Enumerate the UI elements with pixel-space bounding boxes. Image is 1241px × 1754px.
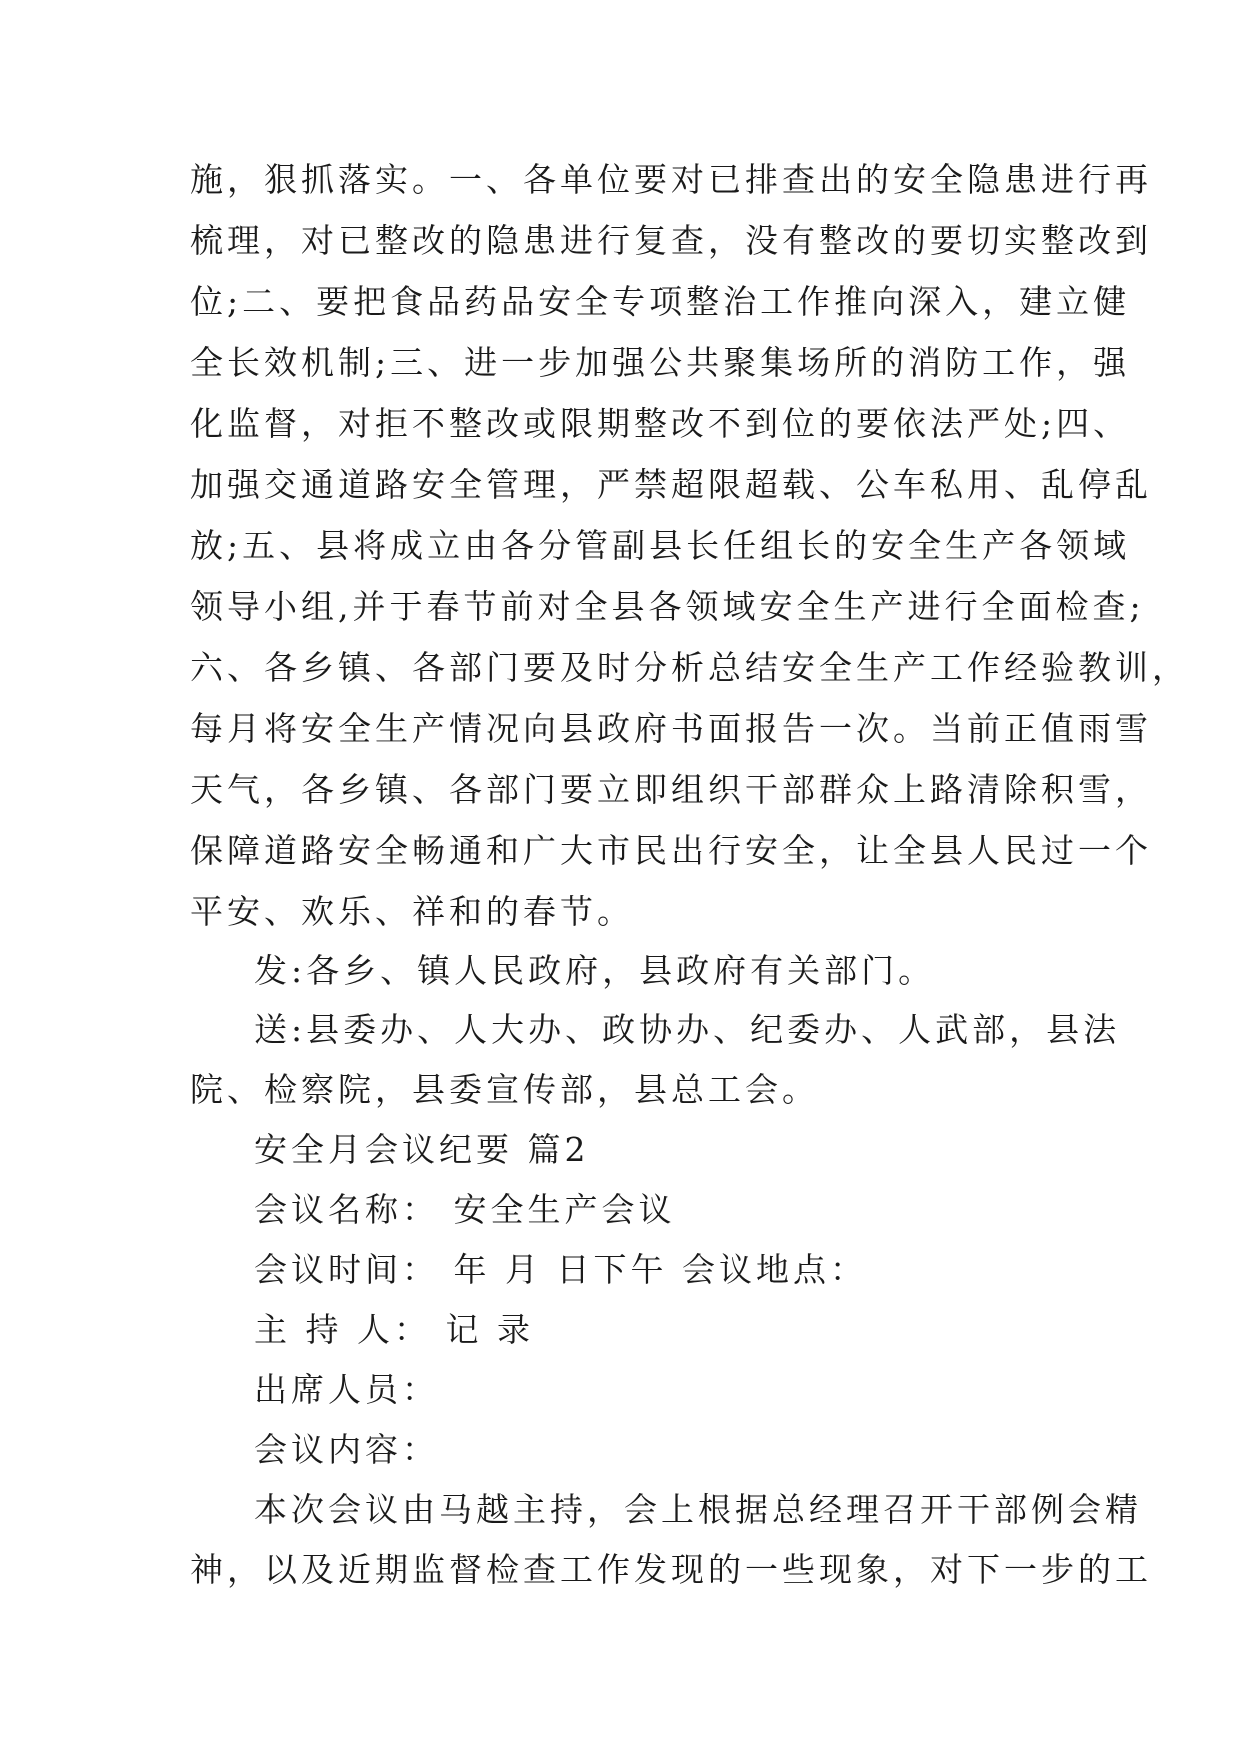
text-line: 放;五、县将成立由各分管副县长任组长的安全生产各领域 — [190, 526, 1131, 565]
text-line: 平安、欢乐、祥和的春节。 — [190, 892, 634, 931]
text-line: 每月将安全生产情况向县政府书面报告一次。当前正值雨雪 — [190, 709, 1152, 748]
text-line: 化监督，对拒不整改或限期整改不到位的要依法严处;四、 — [190, 404, 1131, 443]
copy-to-line: 送:县委办、人大办、政协办、纪委办、人武部，县法 — [254, 1010, 1121, 1049]
content-label: 会议内容： — [254, 1430, 439, 1469]
text-line: 梳理，对已整改的隐患进行复查，没有整改的要切实整改到 — [190, 221, 1152, 260]
text-line: 领导小组,并于春节前对全县各领域安全生产进行全面检查; — [190, 587, 1145, 626]
text-line: 保障道路安全畅通和广大市民出行安全，让全县人民过一个 — [190, 831, 1152, 870]
text-line: 院、检察院，县委宣传部，县总工会。 — [190, 1070, 819, 1109]
host-line: 主 持 人： 记 录 — [254, 1310, 534, 1349]
text-line: 天气，各乡镇、各部门要立即组织干部群众上路清除积雪， — [190, 770, 1152, 809]
distribution-line: 发:各乡、镇人民政府，县政府有关部门。 — [254, 951, 936, 990]
text-line: 六、各乡镇、各部门要及时分析总结安全生产工作经验教训， — [190, 648, 1189, 687]
section-heading: 安全月会议纪要 篇2 — [254, 1130, 590, 1169]
text-line: 加强交通道路安全管理，严禁超限超载、公车私用、乱停乱 — [190, 465, 1152, 504]
text-line: 位;二、要把食品药品安全专项整治工作推向深入，建立健 — [190, 282, 1131, 321]
text-line: 施，狠抓落实。一、各单位要对已排查出的安全隐患进行再 — [190, 160, 1152, 199]
meeting-name-line: 会议名称： 安全生产会议 — [254, 1190, 676, 1229]
text-line: 本次会议由马越主持，会上根据总经理召开干部例会精 — [254, 1490, 1142, 1529]
attendees-line: 出席人员： — [254, 1370, 439, 1409]
text-line: 神，以及近期监督检查工作发现的一些现象，对下一步的工 — [190, 1550, 1152, 1589]
text-line: 全长效机制;三、进一步加强公共聚集场所的消防工作，强 — [190, 343, 1131, 382]
meeting-time-line: 会议时间： 年 月 日下午 会议地点： — [254, 1250, 867, 1289]
